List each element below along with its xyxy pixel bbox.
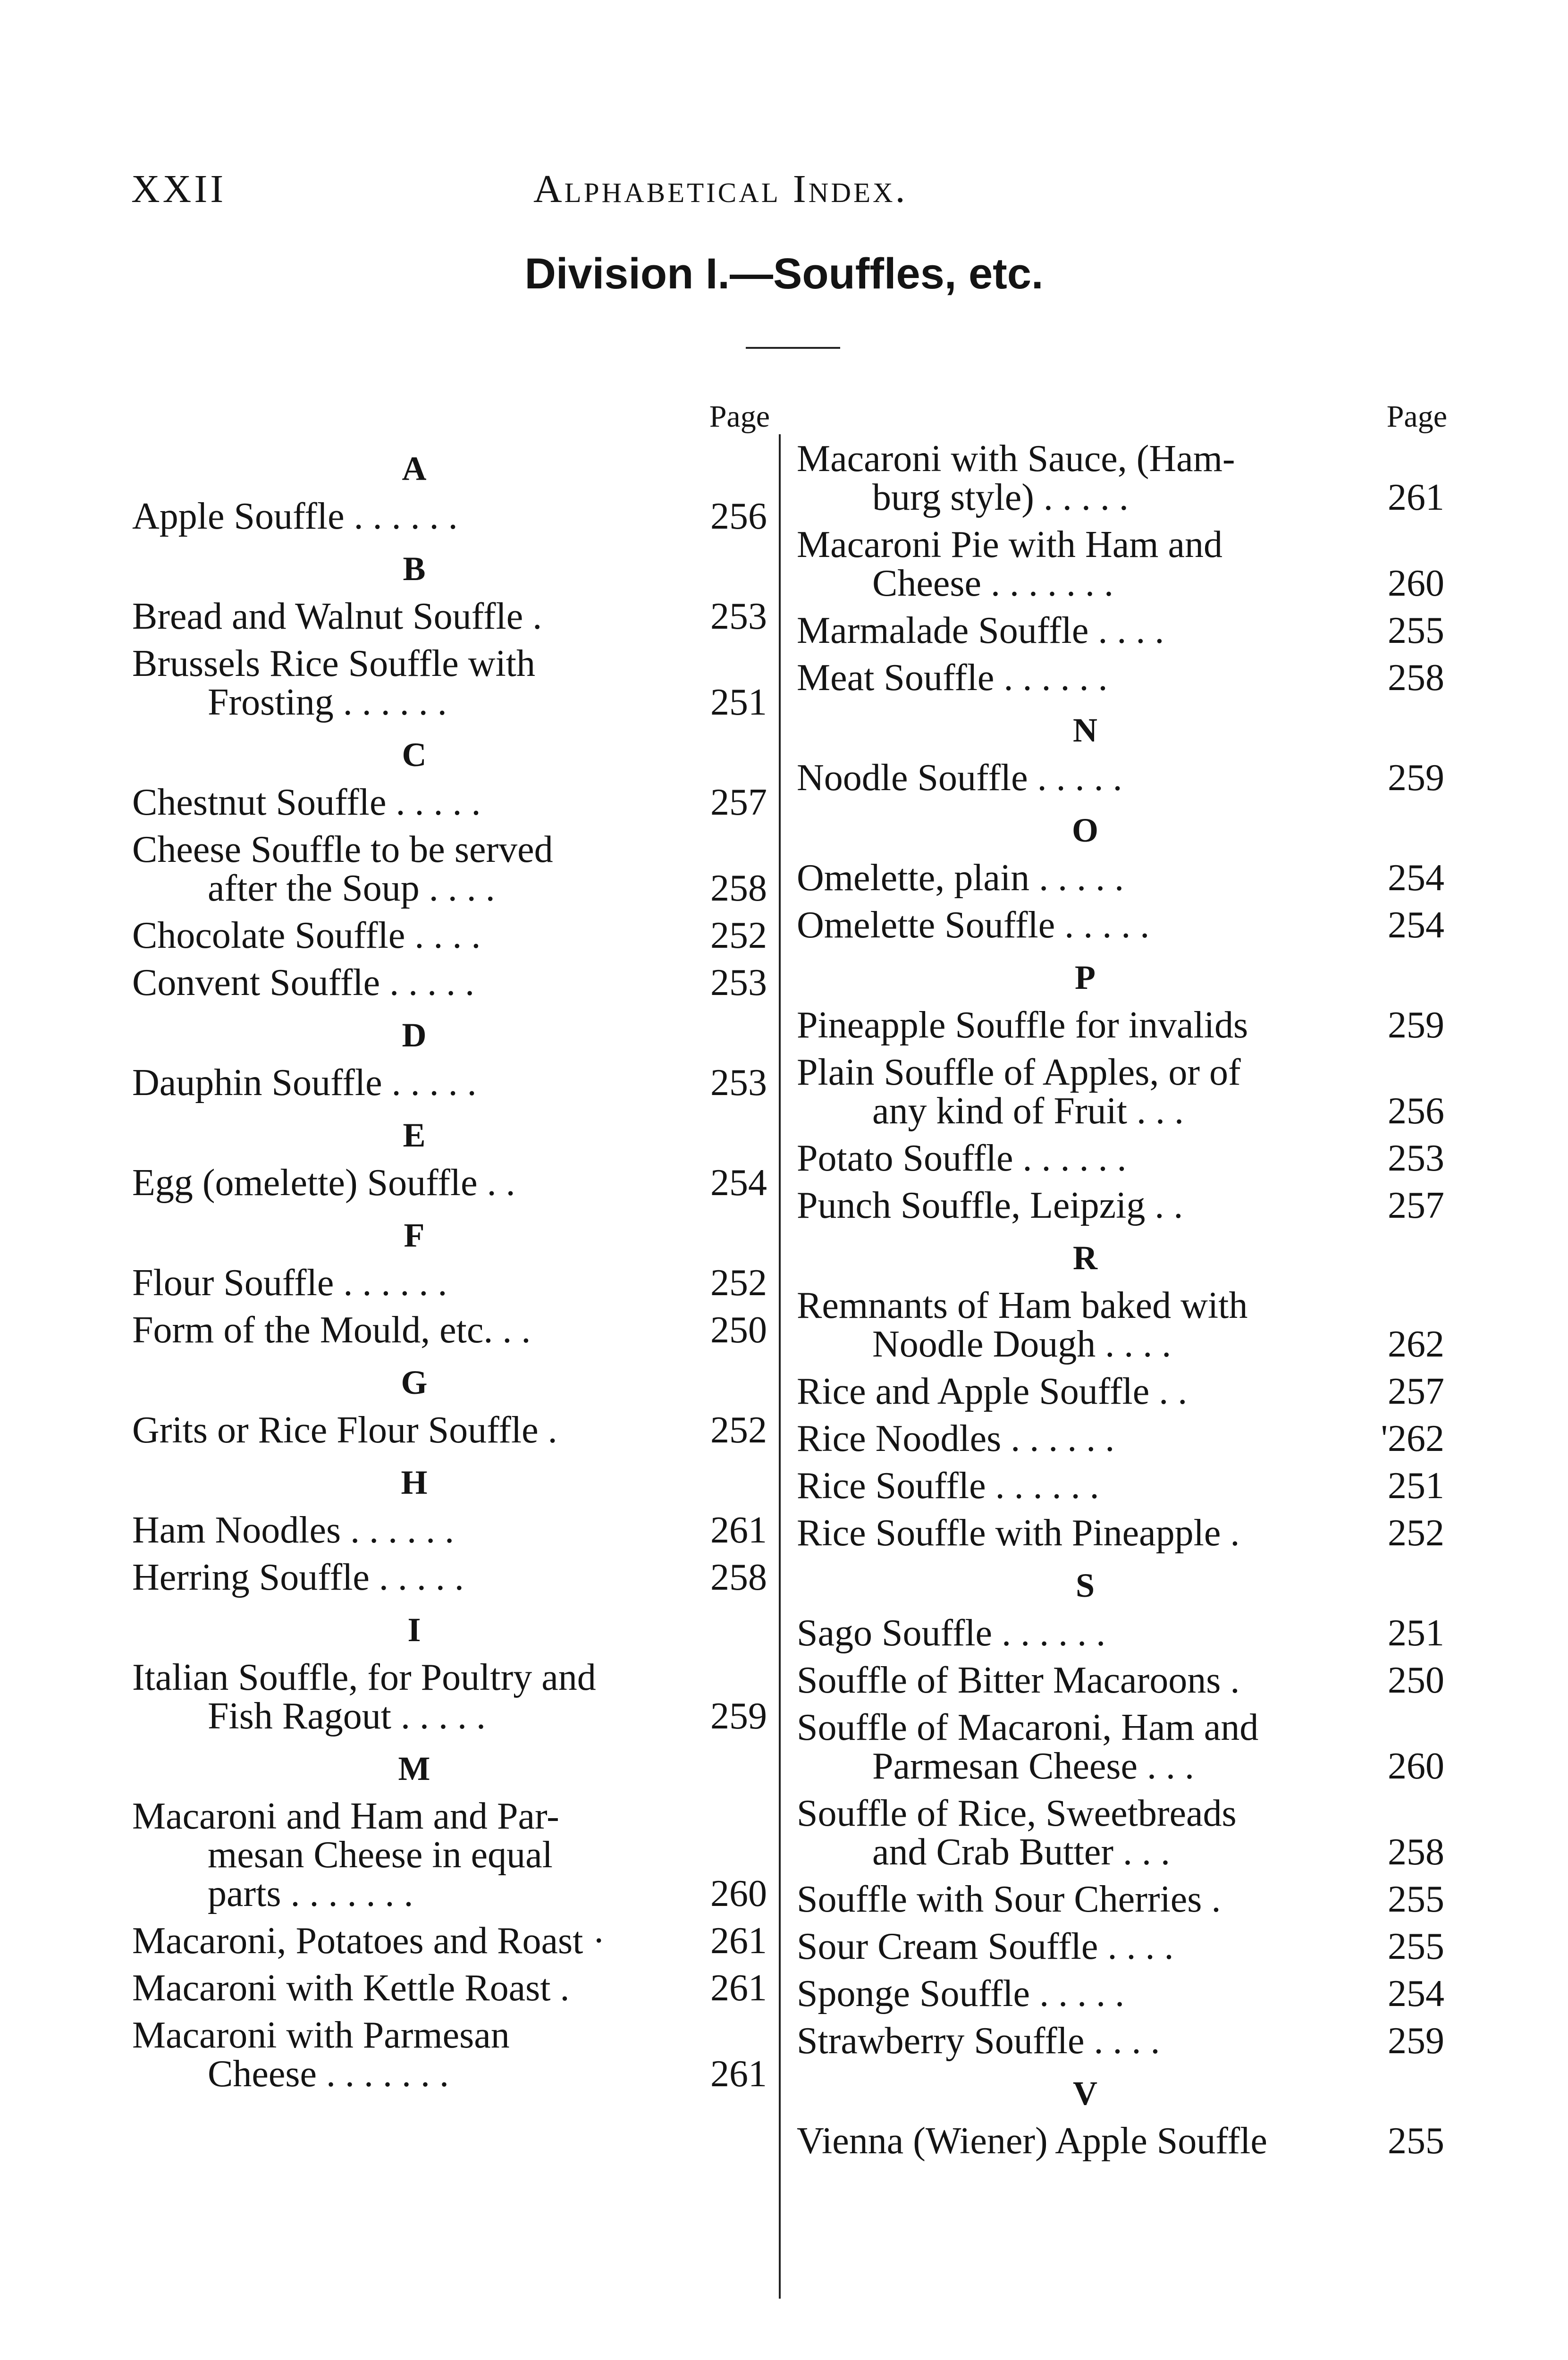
- entry-text-line: Fish Ragout . . . . .: [208, 1695, 486, 1737]
- entry-page-number: 257: [1388, 1185, 1444, 1226]
- entry-page-number: 261: [710, 1920, 767, 1962]
- entry-title: [132, 497, 701, 536]
- entry-text-line: Macaroni Pie with Ham and: [797, 524, 1222, 565]
- entry-text-line: Macaroni with Kettle Roast .: [132, 1967, 570, 2009]
- entry-text-line: Dauphin Souffle . . . . .: [132, 1062, 477, 1104]
- index-letter-heading: P: [1075, 959, 1096, 996]
- entry-text-line: Remnants of Ham baked with: [797, 1285, 1248, 1326]
- index-entry: [132, 497, 767, 536]
- entry-title: [132, 597, 701, 636]
- entry-page-number: 261: [710, 1509, 767, 1551]
- index-entry: [797, 1708, 1444, 1786]
- index-letter-heading: S: [1075, 1567, 1095, 1604]
- index-letter-heading: N: [1073, 711, 1097, 749]
- entry-page-number: 256: [710, 496, 767, 537]
- entry-title: [797, 658, 1378, 697]
- entry-text-line: burg style) . . . . .: [872, 477, 1129, 518]
- index-entry: [132, 783, 767, 822]
- entry-text-line: Plain Souffle of Apples, or of: [797, 1052, 1241, 1093]
- entry-text-line: Cheese Souffle to be served: [132, 829, 553, 870]
- entry-text-line: Chestnut Souffle . . . . .: [132, 782, 481, 823]
- index-letter-heading: C: [402, 736, 427, 774]
- entry-text-line: Rice Noodles . . . . . .: [797, 1418, 1115, 1459]
- entry-page-number: 256: [1388, 1090, 1444, 1132]
- entry-text-line: mesan Cheese in equal: [208, 1834, 553, 1876]
- entry-text-line: Noodle Dough . . . .: [872, 1323, 1172, 1365]
- entry-title: [132, 1411, 701, 1450]
- index-entry: [132, 1922, 767, 1960]
- entry-title: [797, 1053, 1378, 1130]
- index-entry: [797, 1419, 1444, 1458]
- index-letter-heading: F: [404, 1216, 425, 1254]
- index-letter-heading: D: [402, 1016, 427, 1054]
- index-entry: [797, 2122, 1444, 2160]
- entry-page-number: 250: [1388, 1660, 1444, 1701]
- entry-page-number: 257: [710, 782, 767, 823]
- index-entry: [132, 597, 767, 636]
- entry-title: [132, 1163, 701, 1202]
- entry-page-number: 259: [1388, 757, 1444, 799]
- index-entry: [132, 644, 767, 722]
- index-entry: [797, 1794, 1444, 1871]
- entry-text-line: Cheese . . . . . . .: [872, 563, 1114, 604]
- heading-rule: [746, 347, 840, 349]
- index-entry: [797, 1661, 1444, 1700]
- index-letter-heading: G: [401, 1364, 428, 1401]
- entry-text-line: Potato Souffle . . . . . .: [797, 1138, 1127, 1179]
- entry-title: [797, 1419, 1378, 1458]
- entry-page-number: 258: [710, 1557, 767, 1598]
- index-entry: [132, 2016, 767, 2093]
- entry-page-number: '262: [1381, 1418, 1444, 1459]
- index-entry: [132, 1063, 767, 1102]
- entry-title: [797, 439, 1378, 517]
- entry-text-line: Vienna (Wiener) Apple Souffle: [797, 2120, 1267, 2162]
- entry-title: [132, 1311, 701, 1349]
- entry-text-line: Italian Souffle, for Poultry and: [132, 1657, 596, 1698]
- index-entry: [797, 1974, 1444, 2013]
- entry-title: [132, 1264, 701, 1302]
- index-letter-heading: B: [403, 550, 426, 588]
- entry-title: [797, 2122, 1378, 2160]
- entry-title: [797, 1794, 1378, 1871]
- index-letter-heading: I: [407, 1611, 421, 1649]
- entry-text-line: Parmesan Cheese . . .: [872, 1745, 1195, 1787]
- entry-page-number: 260: [710, 1873, 767, 1914]
- entry-title: [797, 1139, 1378, 1178]
- entry-page-number: 261: [1388, 477, 1444, 518]
- entry-page-number: 255: [1388, 610, 1444, 651]
- index-letter-heading: H: [401, 1464, 428, 1501]
- index-entry: [132, 1511, 767, 1550]
- entry-text-line: after the Soup . . . .: [208, 868, 495, 909]
- page-number: XXII: [131, 167, 227, 211]
- index-letter-heading: R: [1073, 1239, 1097, 1277]
- entry-page-number: 261: [710, 1967, 767, 2009]
- entry-title: [797, 1186, 1378, 1225]
- entry-title: [132, 2016, 701, 2093]
- entry-title: [797, 1974, 1378, 2013]
- index-entry: [132, 1264, 767, 1302]
- entry-title: [132, 1797, 701, 1913]
- entry-title: [132, 783, 701, 822]
- entry-page-number: 262: [1388, 1323, 1444, 1365]
- entry-title: [132, 830, 701, 908]
- entry-page-number: 253: [710, 596, 767, 637]
- entry-text-line: Rice Souffle . . . . . .: [797, 1465, 1099, 1507]
- entry-text-line: Souffle of Bitter Macaroons .: [797, 1660, 1240, 1701]
- entry-text-line: Ham Noodles . . . . . .: [132, 1509, 455, 1551]
- entry-text-line: Souffle with Sour Cherries .: [797, 1879, 1221, 1920]
- entry-text-line: Flour Souffle . . . . . .: [132, 1262, 447, 1304]
- entry-text-line: Rice and Apple Souffle . .: [797, 1371, 1188, 1412]
- column-divider: [779, 434, 781, 2299]
- page-column-heading: Page: [709, 399, 770, 434]
- entry-text-line: Meat Souffle . . . . . .: [797, 657, 1108, 699]
- entry-title: [132, 1511, 701, 1550]
- entry-text-line: Sour Cream Souffle . . . .: [797, 1926, 1174, 1967]
- entry-page-number: 257: [1388, 1371, 1444, 1412]
- entry-text-line: Macaroni, Potatoes and Roast ·: [132, 1920, 605, 1962]
- entry-text-line: Bread and Walnut Souffle .: [132, 596, 542, 637]
- index-entry: [132, 916, 767, 955]
- entry-text-line: Macaroni with Parmesan: [132, 2014, 510, 2056]
- entry-title: [132, 916, 701, 955]
- entry-title: [797, 1467, 1378, 1505]
- entry-text-line: Macaroni with Sauce, (Ham-: [797, 438, 1235, 480]
- entry-title: [797, 906, 1378, 944]
- entry-title: [132, 1922, 701, 1960]
- entry-page-number: 254: [1388, 904, 1444, 946]
- entry-title: [132, 1969, 701, 2007]
- entry-title: [132, 963, 701, 1002]
- entry-text-line: Grits or Rice Flour Souffle .: [132, 1409, 557, 1451]
- entry-text-line: and Crab Butter . . .: [872, 1831, 1170, 1873]
- index-entry: [132, 1658, 767, 1736]
- index-entry: [797, 1372, 1444, 1411]
- entry-text-line: Herring Souffle . . . . .: [132, 1557, 464, 1598]
- index-letter-heading: M: [398, 1750, 430, 1787]
- entry-page-number: 253: [710, 962, 767, 1003]
- entry-title: [797, 1708, 1378, 1786]
- index-entry: [797, 1467, 1444, 1505]
- entry-text-line: parts . . . . . . .: [208, 1873, 413, 1914]
- index-letter-heading: O: [1071, 811, 1098, 849]
- entry-title: [132, 644, 701, 722]
- index-entry: [132, 1969, 767, 2007]
- entry-page-number: 261: [710, 2053, 767, 2095]
- entry-title: [797, 859, 1378, 897]
- entry-text-line: Pineapple Souffle for invalids: [797, 1004, 1248, 1046]
- index-entry: [797, 1514, 1444, 1552]
- index-entry: [797, 1880, 1444, 1919]
- entry-page-number: 255: [1388, 2120, 1444, 2162]
- entry-page-number: 260: [1388, 1745, 1444, 1787]
- index-entry: [797, 1139, 1444, 1178]
- page-title: Alphabetical Index.: [533, 167, 908, 211]
- entry-title: [797, 2022, 1378, 2060]
- entry-page-number: 259: [1388, 1004, 1444, 1046]
- entry-text-line: Convent Souffle . . . . .: [132, 962, 475, 1003]
- entry-title: [797, 1286, 1378, 1364]
- entry-page-number: 258: [1388, 1831, 1444, 1873]
- index-entry: [797, 1186, 1444, 1225]
- entry-page-number: 259: [710, 1695, 767, 1737]
- entry-text-line: Sponge Souffle . . . . .: [797, 1973, 1125, 2014]
- entry-text-line: Rice Souffle with Pineapple .: [797, 1512, 1240, 1554]
- entry-text-line: Sago Souffle . . . . . .: [797, 1612, 1106, 1654]
- entry-page-number: 250: [710, 1309, 767, 1351]
- index-entry: [132, 1558, 767, 1597]
- entry-title: [797, 1614, 1378, 1652]
- index-letter-heading: E: [403, 1116, 426, 1154]
- entry-title: [797, 759, 1378, 797]
- index-column-left: [132, 394, 770, 2102]
- entry-text-line: Cheese . . . . . . .: [208, 2053, 449, 2095]
- entry-page-number: 252: [710, 1262, 767, 1304]
- index-entry: [797, 439, 1444, 517]
- entry-page-number: 255: [1388, 1879, 1444, 1920]
- entry-text-line: Egg (omelette) Souffle . .: [132, 1162, 515, 1204]
- page-column-heading: Page: [1386, 399, 1447, 434]
- index-column-right: [797, 394, 1447, 2169]
- entry-page-number: 258: [710, 868, 767, 909]
- entry-text-line: Noodle Souffle . . . . .: [797, 757, 1122, 799]
- index-entry: [797, 1614, 1444, 1652]
- entry-text-line: any kind of Fruit . . .: [872, 1090, 1184, 1132]
- index-entry: [132, 830, 767, 908]
- entry-text-line: Omelette Souffle . . . . .: [797, 904, 1150, 946]
- entry-title: [132, 1063, 701, 1102]
- entry-title: [797, 611, 1378, 650]
- entry-title: [797, 1661, 1378, 1700]
- index-entry: [797, 611, 1444, 650]
- entry-page-number: 254: [1388, 1973, 1444, 2014]
- entry-page-number: 252: [710, 915, 767, 956]
- entry-text-line: Macaroni and Ham and Par-: [132, 1795, 559, 1837]
- entry-page-number: 253: [710, 1062, 767, 1104]
- entry-page-number: 251: [1388, 1612, 1444, 1654]
- entry-text-line: Marmalade Souffle . . . .: [797, 610, 1164, 651]
- entry-page-number: 254: [1388, 857, 1444, 899]
- index-entry: [132, 1163, 767, 1202]
- entry-text-line: Souffle of Macaroni, Ham and: [797, 1707, 1259, 1748]
- entry-title: [797, 1514, 1378, 1552]
- index-entry: [797, 759, 1444, 797]
- entry-text-line: Frosting . . . . . .: [208, 682, 447, 723]
- index-entry: [797, 525, 1444, 603]
- entry-text-line: Chocolate Souffle . . . .: [132, 915, 481, 956]
- entry-text-line: Souffle of Rice, Sweetbreads: [797, 1793, 1237, 1834]
- entry-title: [797, 1372, 1378, 1411]
- index-entry: [797, 1053, 1444, 1130]
- index-entry: [797, 658, 1444, 697]
- entry-title: [797, 1006, 1378, 1045]
- entry-title: [797, 525, 1378, 603]
- index-entry: [797, 1286, 1444, 1364]
- index-entry: [797, 906, 1444, 944]
- entry-page-number: 259: [1388, 2020, 1444, 2062]
- entry-page-number: 258: [1388, 657, 1444, 699]
- entry-text-line: Punch Souffle, Leipzig . .: [797, 1185, 1183, 1226]
- index-entry: [797, 2022, 1444, 2060]
- entry-page-number: 252: [1388, 1512, 1444, 1554]
- index-letter-heading: A: [402, 450, 427, 488]
- index-entry: [132, 1797, 767, 1913]
- entry-title: [797, 1880, 1378, 1919]
- division-heading: Division I.—Souffles, etc.: [524, 250, 1044, 298]
- index-entry: [132, 963, 767, 1002]
- entry-page-number: 260: [1388, 563, 1444, 604]
- entry-page-number: 255: [1388, 1926, 1444, 1967]
- index-letter-heading: V: [1073, 2074, 1097, 2112]
- entry-text-line: Omelette, plain . . . . .: [797, 857, 1124, 899]
- entry-title: [132, 1558, 701, 1597]
- entry-page-number: 251: [1388, 1465, 1444, 1507]
- index-entry: [132, 1411, 767, 1450]
- entry-title: [797, 1927, 1378, 1966]
- index-entry: [797, 1927, 1444, 1966]
- entry-page-number: 253: [1388, 1138, 1444, 1179]
- entry-text-line: Strawberry Souffle . . . .: [797, 2020, 1160, 2062]
- entry-title: [132, 1658, 701, 1736]
- entry-text-line: Brussels Rice Souffle with: [132, 643, 536, 684]
- index-entry: [797, 1006, 1444, 1045]
- index-entry: [132, 1311, 767, 1349]
- entry-page-number: 251: [710, 682, 767, 723]
- entry-page-number: 252: [710, 1409, 767, 1451]
- index-entry: [797, 859, 1444, 897]
- entry-text-line: Apple Souffle . . . . . .: [132, 496, 458, 537]
- entry-text-line: Form of the Mould, etc. . .: [132, 1309, 531, 1351]
- entry-page-number: 254: [710, 1162, 767, 1204]
